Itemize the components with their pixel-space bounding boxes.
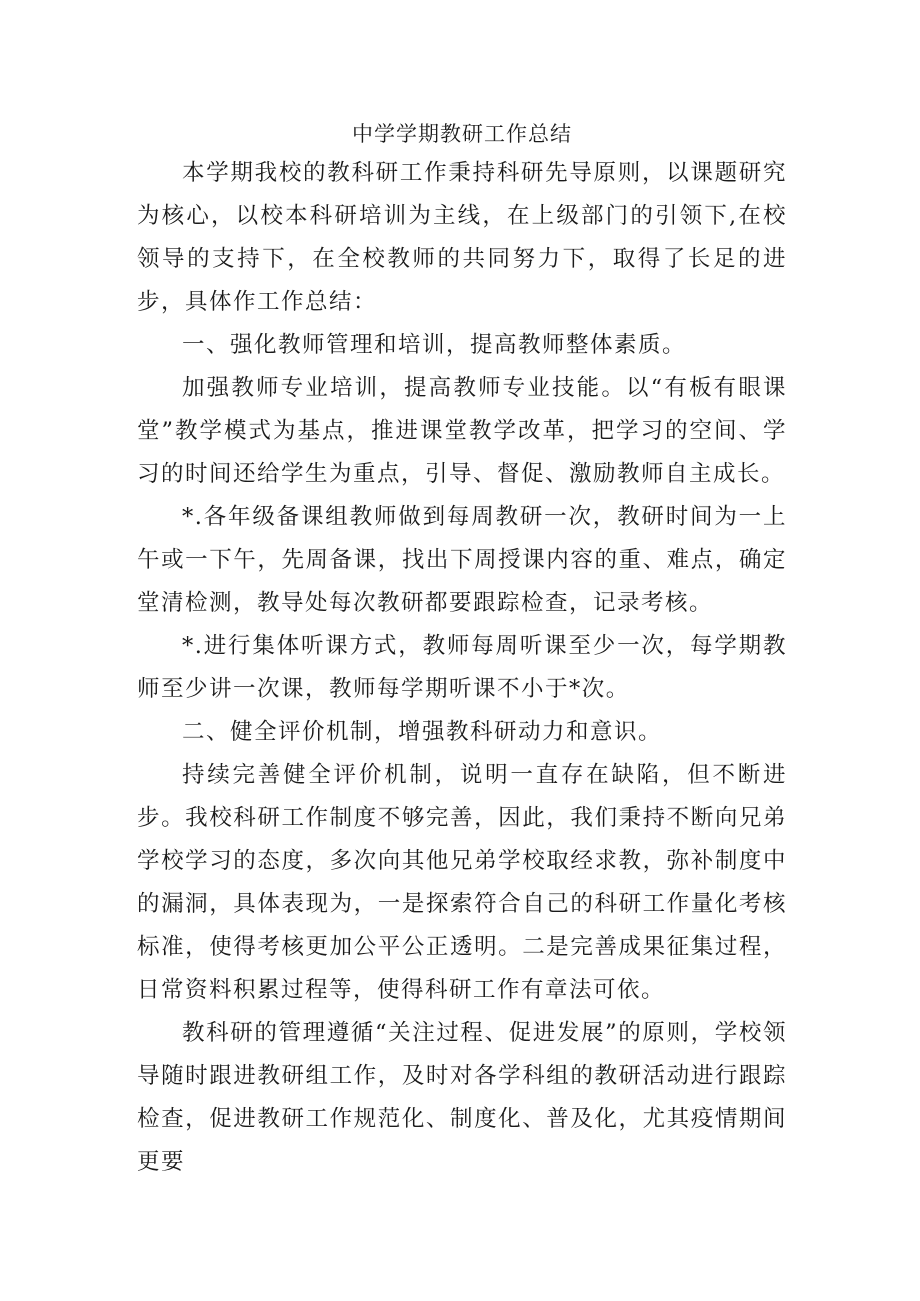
document-title: 中学学期教研工作总结 bbox=[352, 122, 572, 146]
document-body bbox=[137, 116, 787, 1184]
section-heading-1: 一、强化教师管理和培训，提高教师整体素质。 bbox=[182, 332, 687, 358]
intro-paragraph: 本学期我校的教科研工作秉持科研先导原则，以课题研究为核心，以校本科研培训为主线，在上级部门的引领下,在校领导的支持下，在全校教师的共同努力下，取得了长足的进步，具体作工作总结： bbox=[137, 160, 787, 315]
body-paragraph: 教科研的管理遵循“关注过程、促进发展”的原则，学校领导随时跟进教研组工作，及时对各学科组的教研活动进行跟踪检查，促进教研工作规范化、制度化、普及化，尤其疫情期间更要 bbox=[137, 1020, 787, 1175]
body-paragraph: 持续完善健全评价机制，说明一直存在缺陷，但不断进步。我校科研工作制度不够完善，因此，我们秉持不断向兄弟学校学习的态度，多次向其他兄弟学校取经求教，弥补制度中的漏洞，具体表现为，一是探索符合自己的科研工作量化考核标准，使得考核更加公平公正透明。二是完善成果征集过程，日常资料积累过程等，使得科研工作有章法可依。 bbox=[137, 762, 787, 1003]
list-item-paragraph: *.各年级备课组教师做到每周教研一次，教研时间为一上午或一下午，先周备课，找出下周授课内容的重、难点，确定堂清检测，教导处每次教研都要跟踪检查，记录考核。 bbox=[137, 504, 787, 616]
section-heading-2: 二、健全评价机制，增强教科研动力和意识。 bbox=[182, 719, 663, 745]
list-item-paragraph: *.进行集体听课方式，教师每周听课至少一次，每学期教师至少讲一次课，教师每学期听课不小于*次。 bbox=[137, 633, 787, 702]
body-paragraph: 加强教师专业培训，提高教师专业技能。以“有板有眼课堂”教学模式为基点，推进课堂教学改革，把学习的空间、学习的时间还给学生为重点，引导、督促、激励教师自主成长。 bbox=[137, 375, 787, 487]
